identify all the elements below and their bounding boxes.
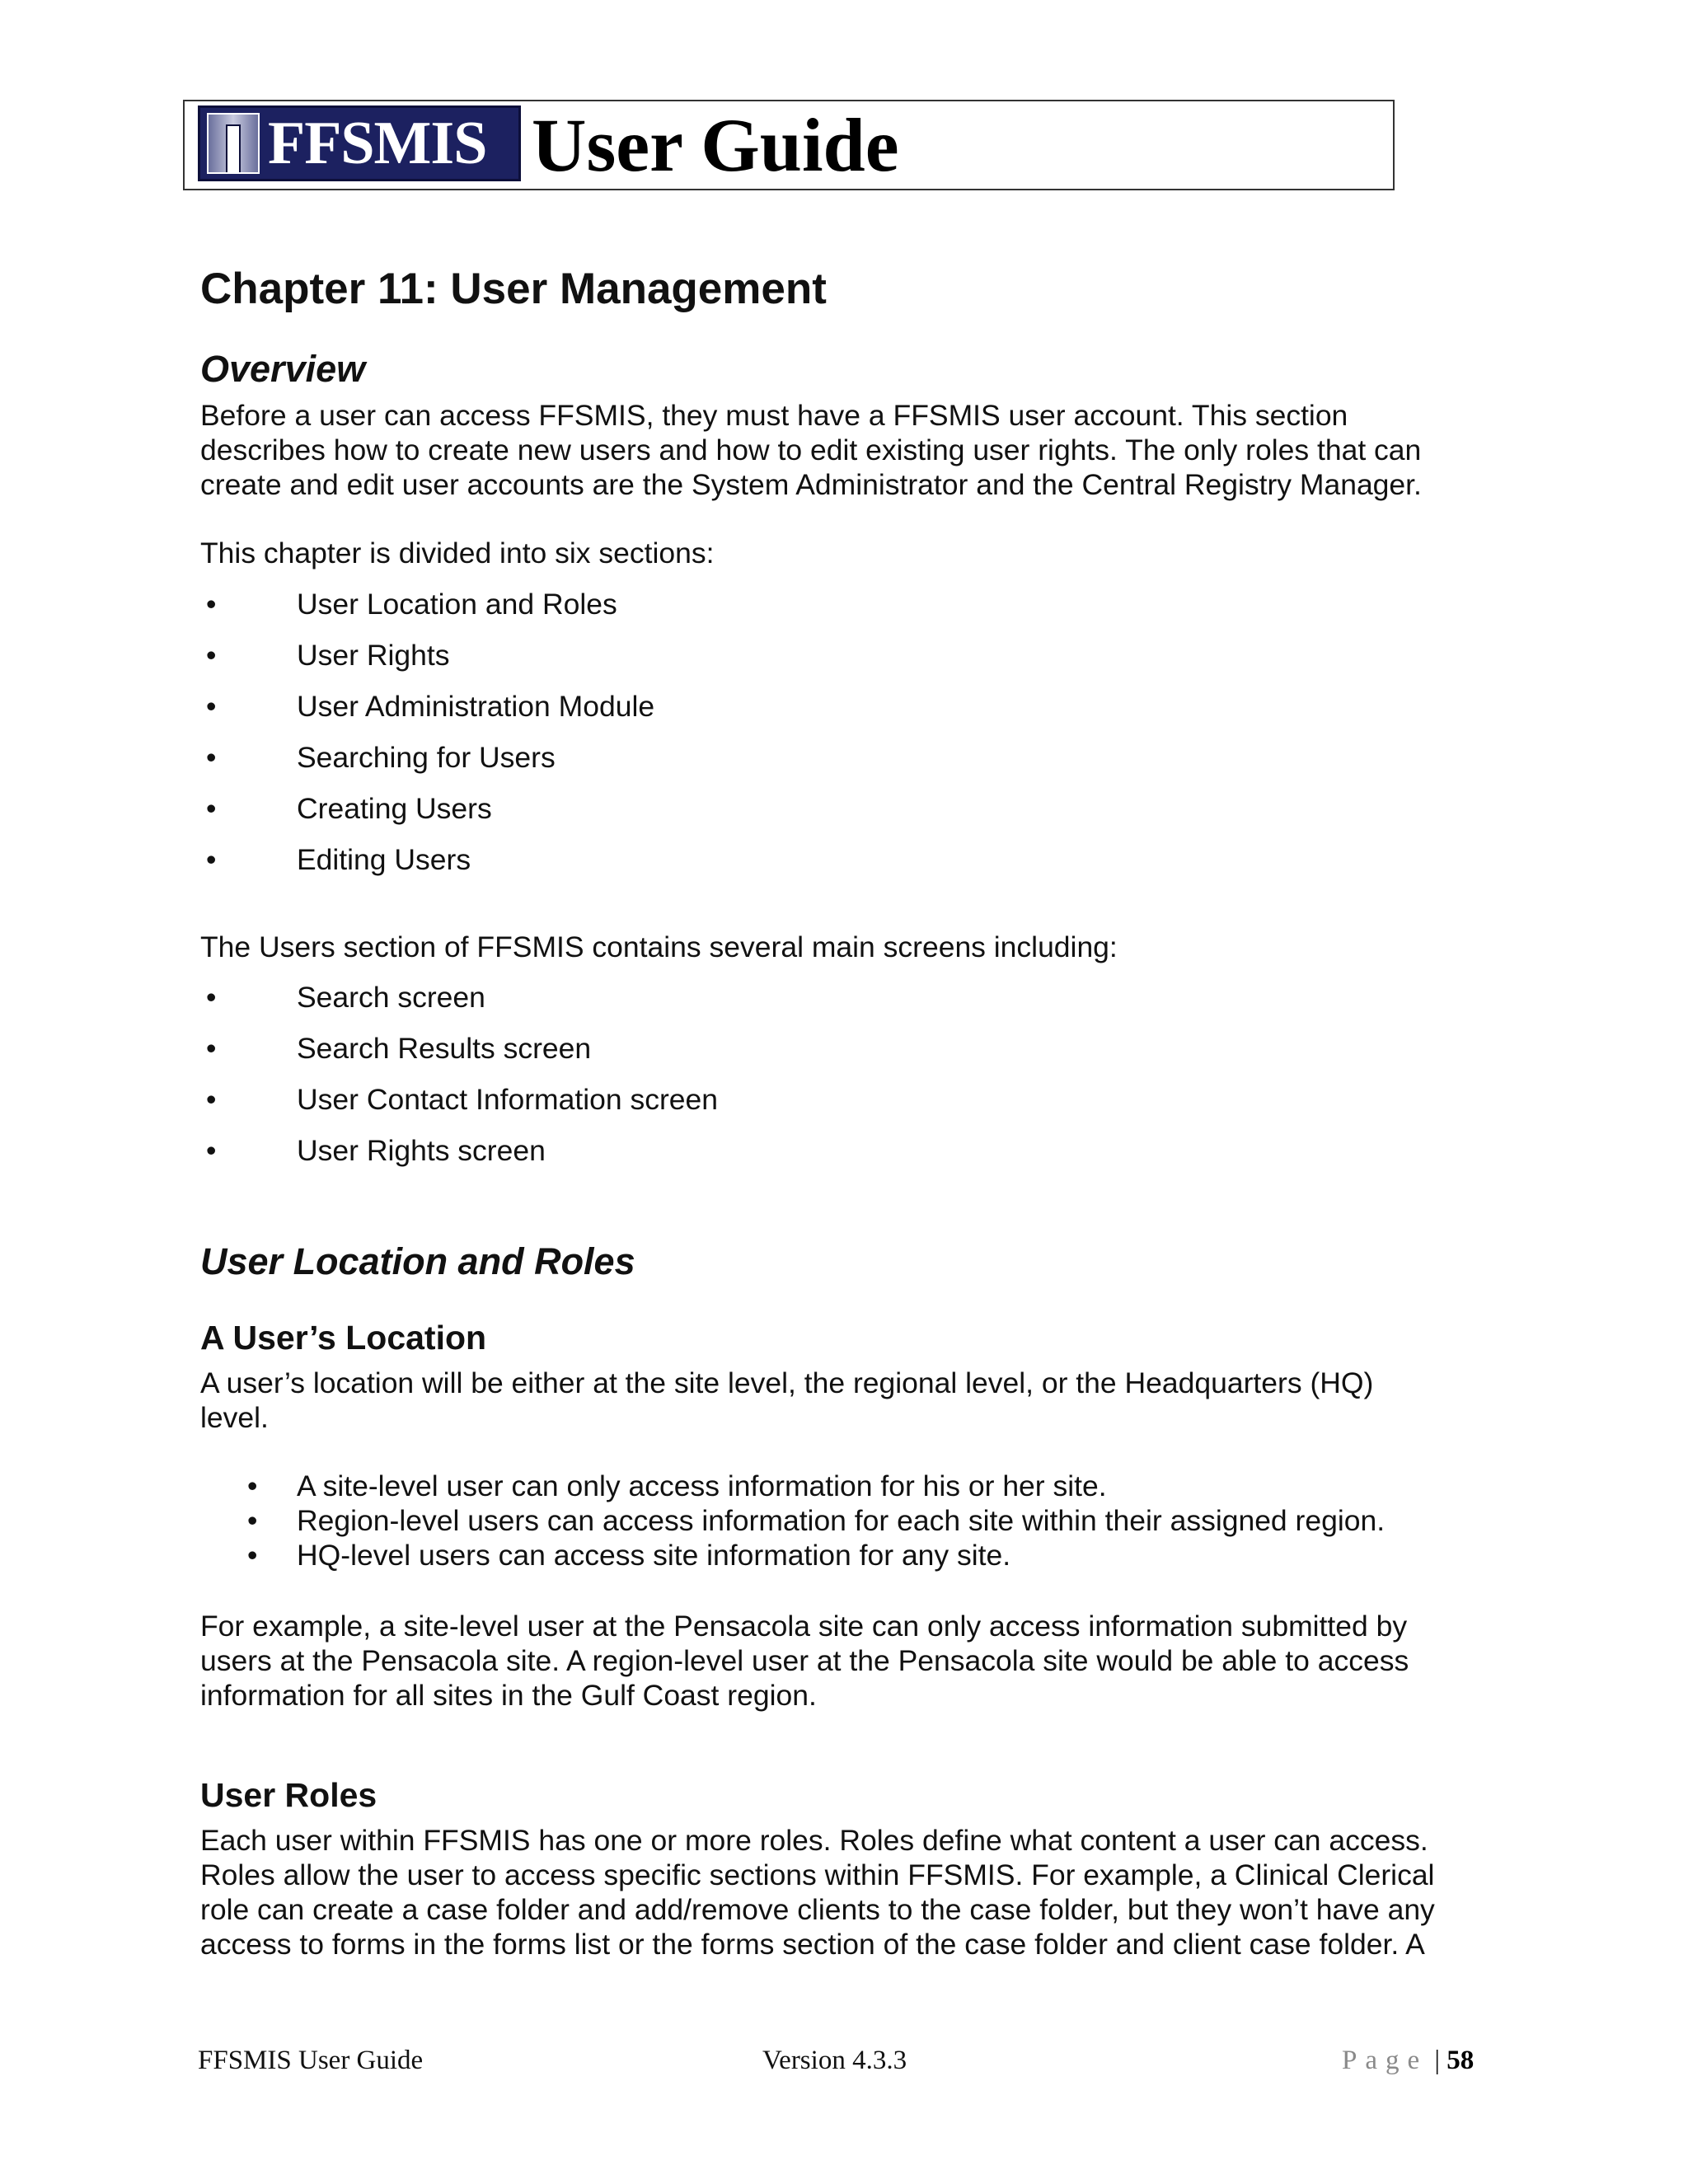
- page-number: 58: [1447, 2046, 1475, 2075]
- list-item-label: User Rights: [297, 639, 450, 672]
- location-heading: A User’s Location: [200, 1319, 487, 1357]
- roles-heading: User Roles: [200, 1776, 377, 1814]
- bullet-icon: •: [206, 690, 217, 723]
- list-item-label: Editing Users: [297, 843, 471, 876]
- overview-paragraph: [200, 398, 1519, 502]
- chapter-title: Chapter 11: User Management: [200, 265, 827, 313]
- footer-left: FFSMIS User Guide: [198, 2046, 424, 2075]
- text-line: describes how to create new users and how to edit existing user rights. The only roles that can: [200, 434, 1422, 466]
- list-item-label: User Location and Roles: [297, 588, 617, 621]
- list-item-label: Searching for Users: [297, 741, 556, 774]
- text-line: Roles allow the user to access specific sections within FFSMIS. For example, a Clinical Clerical: [200, 1858, 1435, 1891]
- bullet-icon: •: [206, 1032, 217, 1065]
- list-item-label: Creating Users: [297, 792, 492, 825]
- ffsmis-logo: [198, 105, 521, 181]
- text-line: For example, a site-level user at the Pensacola site can only access information submitted by: [200, 1610, 1408, 1643]
- roles-paragraph: [200, 1823, 1519, 1961]
- list-item-label: A site-level user can only access information for his or her site.: [297, 1469, 1107, 1502]
- text-line: Each user within FFSMIS has one or more roles. Roles define what content a user can access.: [200, 1824, 1428, 1857]
- list-item-label: User Administration Module: [297, 690, 655, 723]
- screens-intro: The Users section of FFSMIS contains several main screens including:: [200, 930, 1118, 963]
- text-line: Before a user can access FFSMIS, they must have a FFSMIS user account. This section: [200, 399, 1348, 432]
- text-line: information for all sites in the Gulf Coast region.: [200, 1679, 817, 1712]
- bullet-icon: •: [206, 741, 217, 774]
- example-paragraph: [200, 1609, 1519, 1713]
- bullet-icon: •: [206, 981, 217, 1014]
- bullet-icon: •: [206, 639, 217, 672]
- text-line: A user’s location will be either at the site level, the regional level, or the Headquarters (HQ): [200, 1366, 1374, 1399]
- location-roles-heading: User Location and Roles: [200, 1240, 635, 1282]
- lighthouse-icon: [207, 113, 260, 174]
- list-item-label: HQ-level users can access site information for any site.: [297, 1539, 1011, 1572]
- text-line: role can create a case folder and add/remove clients to the case folder, but they won’t have any: [200, 1893, 1435, 1926]
- bullet-icon: •: [247, 1539, 258, 1572]
- overview-heading: Overview: [200, 348, 366, 390]
- bullet-icon: •: [206, 843, 217, 876]
- footer-page: [1342, 2046, 1474, 2076]
- list-item-label: Search Results screen: [297, 1032, 592, 1065]
- list-item-label: User Rights screen: [297, 1134, 546, 1167]
- text-line: access to forms in the forms list or the forms section of the case folder and client case folder. A: [200, 1928, 1425, 1961]
- bullet-icon: •: [206, 1083, 217, 1116]
- text-line: level.: [200, 1401, 269, 1434]
- page-label: Page: [1342, 2046, 1428, 2075]
- bullet-icon: •: [206, 1134, 217, 1167]
- list-item-label: Region-level users can access information for each site within their assigned region.: [297, 1504, 1386, 1537]
- page-separator: |: [1434, 2046, 1441, 2075]
- bullet-icon: •: [247, 1469, 258, 1502]
- list-item-label: Search screen: [297, 981, 485, 1014]
- bullet-icon: •: [247, 1504, 258, 1537]
- sections-intro: This chapter is divided into six sections:: [200, 537, 715, 569]
- list-item-label: User Contact Information screen: [297, 1083, 719, 1116]
- text-line: users at the Pensacola site. A region-level user at the Pensacola site would be able to access: [200, 1644, 1409, 1677]
- logo-text: FFSMIS: [268, 110, 487, 177]
- bullet-icon: •: [206, 792, 217, 825]
- document-title: User Guide: [532, 103, 899, 187]
- location-paragraph: [200, 1366, 1519, 1435]
- bullet-icon: •: [206, 588, 217, 621]
- footer-version: Version 4.3.3: [762, 2046, 907, 2075]
- text-line: create and edit user accounts are the System Administrator and the Central Registry Manager.: [200, 468, 1422, 501]
